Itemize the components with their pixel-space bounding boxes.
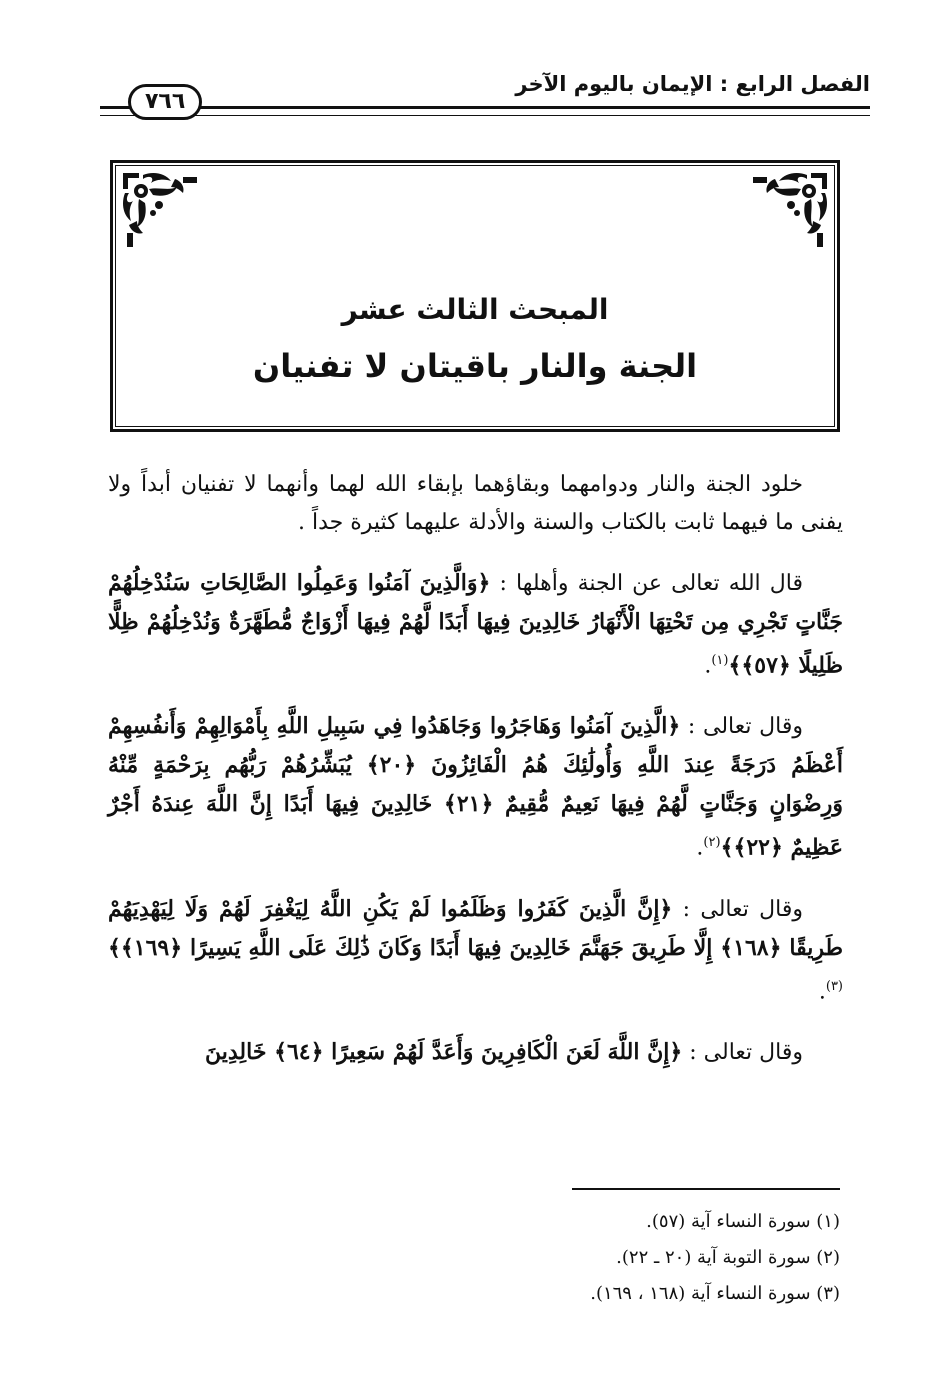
footnote: (٢) سورة التوبة آية (٢٠ ـ ٢٢). [616, 1247, 840, 1268]
footnote-separator [572, 1188, 840, 1190]
footnote-ref: (٢) [703, 835, 721, 851]
header-rule [100, 106, 870, 116]
body-text [108, 466, 843, 1094]
quran-verse: ﴿إِنَّ اللَّهَ لَعَنَ الْكَافِرِينَ وَأَعَدَّ لَهُمْ سَعِيرًا ﴿٦٤﴾ خَالِدِينَ [205, 1038, 683, 1065]
footnote-ref: (٣) [825, 978, 843, 994]
footnote-ref: (١) [711, 653, 729, 668]
footnote: (٣) سورة النساء آية (١٦٨ ، ١٦٩). [590, 1283, 840, 1304]
footnotes [340, 1204, 840, 1312]
paragraph: وقال تعالى : ﴿إِنَّ الَّذِينَ كَفَرُوا وَظَلَمُوا لَمْ يَكُنِ اللَّهُ لِيَغْفِرَ لَهُمْ وَلَا لِيَهْدِيَهُمْ طَرِيقًا ﴿١٦٨﴾ إِلَّا طَرِيقَ جَهَنَّمَ خَالِدِينَ فِيهَا أَبَدًا وَكَانَ ذَٰلِكَ عَلَى اللَّهِ يَسِيرًا ﴿١٦٩﴾﴾$^{(٣)}$. [108, 895, 843, 1004]
page-number: ٧٦٦ [128, 84, 202, 120]
paragraph: قال الله تعالى عن الجنة وأهلها : ﴿وَالَّذِينَ آمَنُوا وَعَمِلُوا الصَّالِحَاتِ سَنُدْخِلُهُمْ جَنَّاتٍ تَجْرِي مِن تَحْتِهَا الْأَنْهَارُ خَالِدِينَ فِيهَا أَبَدًا لَّهُمْ فِيهَا أَزْوَاجٌ مُّطَهَّرَةٌ وَنُدْخِلُهُمْ ظِلًّا ظَلِيلًا ﴿٥٧﴾﴾$^{(١)}$. [108, 570, 843, 679]
paragraph [108, 466, 843, 542]
running-header [100, 64, 870, 124]
paragraph-text: خلود الجنة والنار ودوامهما وبقاؤهما بإبقاء الله لهما وأنهما لا تفنيان أبداً ولا يفنى ما فيهما ثابت بالكتاب والسنة والأدلة عليهما كثيرة جداً . [108, 472, 843, 535]
paragraph [108, 1033, 843, 1072]
footnote: (١) سورة النساء آية (٥٧). [646, 1211, 840, 1232]
paragraph: وقال تعالى : ﴿الَّذِينَ آمَنُوا وَهَاجَرُوا وَجَاهَدُوا فِي سَبِيلِ اللَّهِ بِأَمْوَالِهِمْ وَأَنفُسِهِمْ أَعْظَمُ دَرَجَةً عِندَ اللَّهِ وَأُولَٰئِكَ هُمُ الْفَائِزُونَ ﴿٢٠﴾ يُبَشِّرُهُمْ رَبُّهُم بِرَحْمَةٍ مِّنْهُ وَرِضْوَانٍ وَجَنَّاتٍ لَّهُمْ فِيهَا نَعِيمٌ مُّقِيمٌ ﴿٢١﴾ خَالِدِينَ فِيهَا أَبَدًا إِنَّ اللَّهَ عِندَهُ أَجْرٌ عَظِيمٌ ﴿٢٢﴾﴾$^{(٢)}$. [108, 713, 843, 861]
paragraph-intro: قال الله تعالى عن الجنة وأهلها : [499, 571, 803, 596]
corner-ornament-icon [119, 169, 197, 251]
paragraph-intro: وقال تعالى : [682, 896, 803, 922]
quran-verse: ﴿وَالَّذِينَ آمَنُوا وَعَمِلُوا الصَّالِحَاتِ سَنُدْخِلُهُمْ جَنَّاتٍ تَجْرِي مِن تَحْتِهَا الْأَنْهَارُ خَالِدِينَ فِيهَا أَبَدًا لَّهُمْ فِيهَا أَزْوَاجٌ مُّطَهَّرَةٌ وَنُدْخِلُهُمْ ظِلًّا ظَلِيلًا ﴿٥٧﴾﴾ [108, 570, 843, 679]
section-title-box [110, 160, 840, 432]
chapter-title: الفصل الرابع : الإيمان باليوم الآخر [515, 72, 870, 96]
section-subheading: الجنة والنار باقيتان لا تفنيان [252, 347, 698, 385]
quran-verse: ﴿إِنَّ الَّذِينَ كَفَرُوا وَظَلَمُوا لَمْ يَكُنِ اللَّهُ لِيَغْفِرَ لَهُمْ وَلَا لِيَهْدِيَهُمْ طَرِيقًا ﴿١٦٨﴾ إِلَّا طَرِيقَ جَهَنَّمَ خَالِدِينَ فِيهَا أَبَدًا وَكَانَ ذَٰلِكَ عَلَى اللَّهِ يَسِيرًا ﴿١٦٩﴾﴾ [108, 895, 843, 961]
paragraph-intro: وقال تعالى : [687, 714, 803, 740]
paragraph-intro: وقال تعالى : [689, 1039, 803, 1065]
corner-ornament-icon [753, 169, 831, 251]
quran-verse: ﴿الَّذِينَ آمَنُوا وَهَاجَرُوا وَجَاهَدُوا فِي سَبِيلِ اللَّهِ بِأَمْوَالِهِمْ وَأَنفُسِهِمْ أَعْظَمُ دَرَجَةً عِندَ اللَّهِ وَأُولَٰئِكَ هُمُ الْفَائِزُونَ ﴿٢٠﴾ يُبَشِّرُهُمْ رَبُّهُم بِرَحْمَةٍ مِّنْهُ وَرِضْوَانٍ وَجَنَّاتٍ لَّهُمْ فِيهَا نَعِيمٌ مُّقِيمٌ ﴿٢١﴾ خَالِدِينَ فِيهَا أَبَدًا إِنَّ اللَّهَ عِندَهُ أَجْرٌ عَظِيمٌ ﴿٢٢﴾﴾ [108, 713, 843, 861]
section-heading: المبحث الثالث عشر [341, 293, 609, 326]
